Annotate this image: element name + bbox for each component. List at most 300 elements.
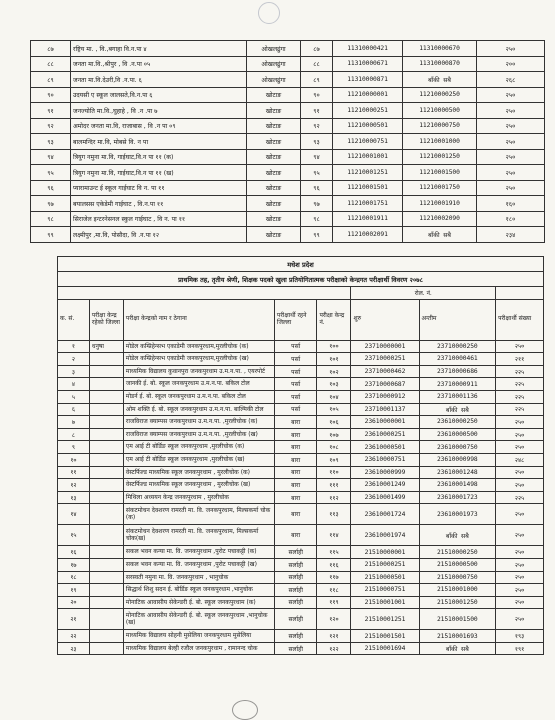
table-row	[31, 87, 545, 103]
cell-roll-to: 23610000998	[419, 453, 496, 466]
table-row	[58, 609, 544, 630]
table-cell: 11310000870	[403, 56, 477, 72]
cell-roll-from: 23610000751	[351, 453, 419, 466]
cell-roll-from: 21510000251	[351, 558, 419, 571]
table-cell: जनता मा.वि.,श्रीपुर , वि .न.पा ०५	[71, 56, 247, 72]
table-cell: खोटाङ	[247, 103, 301, 119]
table-row	[58, 416, 544, 429]
cell-count: २५०	[496, 466, 544, 479]
cell-roll-from: 21510001251	[351, 609, 419, 630]
cell-center-no: ११३	[317, 504, 351, 525]
table-cell: ८७	[301, 41, 333, 57]
table-cell: २००	[477, 56, 545, 72]
table-row	[31, 41, 545, 57]
cell-center-no: १०२	[317, 365, 351, 378]
cell-center-district	[89, 630, 123, 643]
table-cell: खोटाङ	[247, 165, 301, 181]
cell-roll-to: 21510000250	[419, 546, 496, 559]
cell-center-name: वेस्टर्फिल्ड माध्यमिक स्कूल जनकपुरधाम , मुरलीचोक (क)	[123, 466, 274, 479]
cell-center-no: ११६	[317, 558, 351, 571]
seal-emblem-icon	[258, 2, 280, 24]
cell-roll-from: 23710000687	[351, 378, 419, 391]
cell-center-district	[89, 441, 123, 454]
cell-count: २५०	[496, 571, 544, 584]
cell-sn: ४	[58, 378, 90, 391]
table-row	[58, 353, 544, 366]
table-cell: 11210001750	[403, 180, 477, 196]
cell-roll-to: 23710000250	[419, 340, 496, 353]
table-cell: २६८	[477, 72, 545, 88]
cell-count: २५०	[496, 609, 544, 630]
col-header-center-district: परीक्षा केन्द्र रहेको जिल्ला	[89, 299, 123, 340]
cell-center-name: एम आई टी बोर्डिङ स्कूल जनकपुरधाम ,मुरलीचोक (ख)	[123, 453, 274, 466]
cell-center-name: सरस्वती नमुना मा. वि. जनकपुरधाम , भानुचोक	[123, 571, 274, 584]
table-row	[58, 378, 544, 391]
table-cell: खोटाङ	[247, 227, 301, 243]
cell-sn: २०	[58, 596, 90, 609]
cell-count: २५०	[496, 525, 544, 546]
cell-examinee-district: पर्सा	[274, 340, 317, 353]
cell-examinee-district: बारा	[274, 453, 317, 466]
table-cell: ९८	[301, 211, 333, 227]
table-madhesh	[57, 256, 544, 655]
cell-center-name: जानकी ई. बो. स्कूल जनकपुरधाम उ.म.न.पा. बकिल टोल	[123, 378, 274, 391]
table-cell: ८९	[301, 72, 333, 88]
cell-sn: ३	[58, 365, 90, 378]
table-cell: खोटाङ	[247, 134, 301, 150]
cell-count: २५०	[496, 479, 544, 492]
table-row	[31, 118, 545, 134]
cell-examinee-district: बारा	[274, 479, 317, 492]
cell-roll-from: 23610000999	[351, 466, 419, 479]
table-cell: 11310000871	[333, 72, 403, 88]
table-cell: ९४	[301, 149, 333, 165]
cell-center-name: संकटमोचन देवशरण रामरती मा. वि. जनकपुरधाम, मिल्सकर्मा चोक(ख)	[123, 525, 274, 546]
table-cell: जनज्योति मा.वि.,घुहाहे , वि .न .पा ७	[71, 103, 247, 119]
cell-roll-from: 21510000001	[351, 546, 419, 559]
cell-sn: १८	[58, 571, 90, 584]
cell-center-name: संकटमोचन देवशरण रामरती मा. वि. जनकपुरधाम, मिल्सकर्मा चोक (क)	[123, 504, 274, 525]
table-row	[58, 390, 544, 403]
cell-examinee-district: बारा	[274, 428, 317, 441]
table-cell: २५०	[477, 165, 545, 181]
table-cell: २५०	[477, 149, 545, 165]
cell-examinee-district: सर्लाही	[274, 609, 317, 630]
cell-center-name: सकल भवन कन्या मा. वि. जनकपुरधाम ,पुरोट पचाकट्टी (क)	[123, 546, 274, 559]
cell-center-district	[89, 466, 123, 479]
cell-sn: १०	[58, 453, 90, 466]
cell-center-district	[89, 416, 123, 429]
cell-roll-to: 23610001973	[419, 504, 496, 525]
table-cell: बयालसस एकेडेमी गाईघाट , वि.न.पा ११	[71, 196, 247, 212]
table-cell: ९१	[31, 103, 71, 119]
cell-center-no: ११८	[317, 584, 351, 597]
table-row	[31, 211, 545, 227]
cell-sn: १५	[58, 525, 90, 546]
cell-sn: ७	[58, 416, 90, 429]
table-cell: बाँकी सबै	[403, 72, 477, 88]
cell-examinee-district: बारा	[274, 466, 317, 479]
table-cell: त्रियुग नमुना मा.वि, गाईघाट,वि.न पा ११ (क)	[71, 149, 247, 165]
table-cell: ९२	[31, 118, 71, 134]
cell-roll-from: 23710000251	[351, 353, 419, 366]
table-row	[58, 340, 544, 353]
table-cell: ८९	[31, 72, 71, 88]
cell-roll-from: 23610000001	[351, 416, 419, 429]
table-cell: २५०	[477, 134, 545, 150]
col-header-examinee-district: परीक्षार्थी रहने जिल्ला	[274, 299, 317, 340]
table-row	[58, 525, 544, 546]
table-cell: ओखलढुंगा	[247, 41, 301, 57]
cell-roll-from: 23610001249	[351, 479, 419, 492]
cell-center-name: राजविराज क्याम्पस जनकपुरधाम उ.म.न.पा. ,मुरलीचोक (ख)	[123, 428, 274, 441]
cell-roll-from: 21510001001	[351, 596, 419, 609]
cell-sn: ८	[58, 428, 90, 441]
cell-count: २२५	[496, 390, 544, 403]
cell-sn: १४	[58, 504, 90, 525]
table-cell: उदयसी ए स्कूल जालसते,वि.न.पा ६	[71, 87, 247, 103]
cell-roll-from: 23610001499	[351, 491, 419, 504]
cell-sn: २२	[58, 630, 90, 643]
table-cell: ९०	[31, 87, 71, 103]
table-cell: 11210000500	[403, 103, 477, 119]
cell-center-district	[89, 558, 123, 571]
cell-roll-from: 23610001974	[351, 525, 419, 546]
table-row	[58, 596, 544, 609]
cell-sn: १	[58, 340, 90, 353]
table-cell: 11310000671	[333, 56, 403, 72]
table-cell: ९३	[31, 134, 71, 150]
cell-center-district	[89, 525, 123, 546]
cell-center-district	[89, 390, 123, 403]
table-cell: प्यारामाउन्ट ई स्कूल गाईघाट वि न. पा ११	[71, 180, 247, 196]
cell-roll-to: 23710001136	[419, 390, 496, 403]
cell-count: २५०	[496, 441, 544, 454]
table-row	[58, 558, 544, 571]
table-cell: सिराजेल इन्टरनेसनल स्कुल गाईघाट , वि न. पा ११	[71, 211, 247, 227]
table-cell: ८८	[301, 56, 333, 72]
header-spacer	[58, 287, 351, 300]
cell-examinee-district: पर्सा	[274, 353, 317, 366]
table-row	[31, 134, 545, 150]
cell-center-name: मोडेल कम्प्रिहेन्सभ एकाडेमी जनकपुरधाम,मुरलीचोक (ख)	[123, 353, 274, 366]
cell-center-name: मोडर्न ई. बो. स्कूल जनकपुरधाम उ.म.न.पा. बकिल टोल	[123, 390, 274, 403]
cell-sn: १७	[58, 558, 90, 571]
cell-examinee-district: पर्सा	[274, 378, 317, 391]
cell-sn: २१	[58, 609, 90, 630]
table-cell: 11210001500	[403, 165, 477, 181]
cell-roll-to: बाँकी सबै	[419, 642, 496, 655]
cell-sn: ९	[58, 441, 90, 454]
table-cell: लक्ष्मीपुर ,मा.वि, पोसौदा, वि .न.पा १२	[71, 227, 247, 243]
cell-examinee-district: सर्लाही	[274, 546, 317, 559]
table-row	[58, 504, 544, 525]
cell-center-name: मोनाटिक आवासीय सेकेन्डरी ई. बो. स्कूल जनकपुरधाम ,भानुचोक (ख)	[123, 609, 274, 630]
table-cell: 11210001251	[333, 165, 403, 181]
table-row	[58, 491, 544, 504]
cell-center-district	[89, 378, 123, 391]
cell-roll-from: 23710000001	[351, 340, 419, 353]
cell-examinee-district: बारा	[274, 441, 317, 454]
cell-center-district	[89, 571, 123, 584]
cell-center-district	[89, 453, 123, 466]
cell-sn: २	[58, 353, 90, 366]
cell-roll-to: 23610001248	[419, 466, 496, 479]
cell-center-name: मोडेल कम्प्रिहेन्सभ एकाडेमी जनकपुरधाम,मुरलीचोक (क)	[123, 340, 274, 353]
cell-roll-to: 23610001723	[419, 491, 496, 504]
cell-center-district	[89, 609, 123, 630]
cell-roll-from: 21510000751	[351, 584, 419, 597]
table-cell: खोटाङ	[247, 87, 301, 103]
cell-center-district	[89, 642, 123, 655]
table-cell: खोटाङ	[247, 211, 301, 227]
cell-center-district	[89, 365, 123, 378]
cell-count: २२५	[496, 491, 544, 504]
table-cell: अमोदर जनता मा.वि, राजाबास , वि .न पा ०९	[71, 118, 247, 134]
table-cell: ९७	[301, 196, 333, 212]
table-cell: 11210001000	[403, 134, 477, 150]
table-cell: 11310000670	[403, 41, 477, 57]
table-row	[31, 103, 545, 119]
table-row	[58, 546, 544, 559]
cell-center-district	[89, 353, 123, 366]
table-cell: ओखलढुंगा	[247, 72, 301, 88]
table-cell: रष्ट्रिय मा. , वि.,बगाहा वि.न.पा ४	[71, 41, 247, 57]
table-row	[58, 441, 544, 454]
cell-center-no: ११५	[317, 546, 351, 559]
cell-examinee-district: सर्लाही	[274, 642, 317, 655]
table-madhesh-head	[58, 257, 544, 341]
cell-examinee-district: पर्सा	[274, 365, 317, 378]
cell-center-no: ११७	[317, 571, 351, 584]
table-cell: 11210000001	[333, 87, 403, 103]
cell-center-no: १०५	[317, 403, 351, 416]
cell-sn: २३	[58, 642, 90, 655]
cell-count: २५०	[496, 558, 544, 571]
cell-count: २५०	[496, 340, 544, 353]
table-cell: ९५	[301, 165, 333, 181]
table-cell: ओखलढुंगा	[247, 56, 301, 72]
cell-roll-from: 21510001694	[351, 642, 419, 655]
cell-roll-from: 23610000501	[351, 441, 419, 454]
cell-count: २२५	[496, 403, 544, 416]
table-cell: बालमन्दिर मा.वि, मोबसे वि. न पा	[71, 134, 247, 150]
cell-examinee-district: बारा	[274, 416, 317, 429]
government-seal	[238, 0, 298, 34]
cell-center-no: १०९	[317, 453, 351, 466]
cell-center-no: १०४	[317, 390, 351, 403]
cell-examinee-district: पर्सा	[274, 403, 317, 416]
cell-roll-to: 23710000686	[419, 365, 496, 378]
table-cell: २५०	[477, 87, 545, 103]
table-cell: ९९	[301, 227, 333, 243]
cell-sn: १३	[58, 491, 90, 504]
table-subtitle: प्राथमिक तह, तृतीय श्रेणी, शिक्षक पदको खुला प्रतियोगितात्मक परीक्षाको केन्द्रगत परीक्षार्थी विवरण २०७८	[58, 272, 544, 287]
header-spacer-right	[496, 287, 544, 300]
table-row	[58, 466, 544, 479]
cell-sn: १९	[58, 584, 90, 597]
cell-roll-to: 23710000911	[419, 378, 496, 391]
roll-number-header: रोल. नं.	[351, 287, 496, 300]
table-cell: बाँकी सबै	[403, 227, 477, 243]
cell-center-district	[89, 596, 123, 609]
table-madhesh-body	[58, 340, 544, 655]
table-cell: २५०	[477, 41, 545, 57]
table-cell: खोटाङ	[247, 118, 301, 134]
table-cell: १८०	[477, 211, 545, 227]
table-cell: ८८	[31, 56, 71, 72]
cell-roll-from: 23610001724	[351, 504, 419, 525]
page-stamp	[232, 700, 258, 720]
table-cell: २५०	[477, 180, 545, 196]
cell-examinee-district: पर्सा	[274, 390, 317, 403]
table-row	[58, 479, 544, 492]
cell-center-name: माध्यमिक विद्यालय कुवानपुरा जनकपुरधाम उ.म.न.पा. , एयरपोर्ट	[123, 365, 274, 378]
cell-roll-from: 23710001137	[351, 403, 419, 416]
cell-count: २२५	[496, 378, 544, 391]
cell-center-no: १००	[317, 340, 351, 353]
table-cell: २३४	[477, 227, 545, 243]
cell-center-no: ११२	[317, 491, 351, 504]
table-cell: ९६	[31, 180, 71, 196]
cell-center-name: माध्यमिक विद्यालय बेल्ही रजौल जनकपुरधाम , रामानन्द चोक	[123, 642, 274, 655]
cell-center-district	[89, 546, 123, 559]
cell-center-district	[89, 504, 123, 525]
cell-count: २५०	[496, 596, 544, 609]
table-cell: १६०	[477, 196, 545, 212]
cell-center-no: १२२	[317, 642, 351, 655]
cell-center-name: मिथिला अध्ययन केन्द्र जनकपुरधाम , मुरलीचोक	[123, 491, 274, 504]
cell-center-name: एम आई टी बोर्डिङ स्कूल जनकपुरधाम ,मुरलीचोक (क)	[123, 441, 274, 454]
table-row	[58, 453, 544, 466]
cell-examinee-district: बारा	[274, 525, 317, 546]
col-header-center-no: परीक्षा केन्द्र नं.	[317, 299, 351, 340]
cell-roll-to: 21510001000	[419, 584, 496, 597]
cell-center-name: राजविराज क्याम्पस जनकपुरधाम उ.म.न.पा. ,मुरलीचोक (क)	[123, 416, 274, 429]
cell-center-no: ११४	[317, 525, 351, 546]
table-row	[31, 165, 545, 181]
cell-count: २५०	[496, 584, 544, 597]
cell-count: २११	[496, 353, 544, 366]
cell-sn: ११	[58, 466, 90, 479]
table-cell: 11210000750	[403, 118, 477, 134]
cell-sn: ६	[58, 403, 90, 416]
col-header-from: शुरु	[351, 299, 419, 340]
cell-center-name: सिद्धार्थ शिशु सदन ई. बोर्डिङ स्कूल जनकपुरधाम ,भानुचोक	[123, 584, 274, 597]
table-row	[31, 180, 545, 196]
cell-center-no: १०१	[317, 353, 351, 366]
cell-center-no: १११	[317, 479, 351, 492]
cell-center-no: १०६	[317, 416, 351, 429]
cell-count: २२५	[496, 365, 544, 378]
cell-center-district: धनुषा	[89, 340, 123, 353]
cell-roll-to: 23610000250	[419, 416, 496, 429]
table-row	[58, 571, 544, 584]
cell-center-no: ११०	[317, 466, 351, 479]
cell-sn: १२	[58, 479, 90, 492]
cell-count: १९३	[496, 630, 544, 643]
table-cell: 11210001751	[333, 196, 403, 212]
table-row	[58, 365, 544, 378]
table-cell: 11210000501	[333, 118, 403, 134]
cell-center-name: ओम शक्ति ई. बो. स्कूल जनकपुरधाम उ.म.न.पा. बाल्मिकी टोल	[123, 403, 274, 416]
cell-center-name: वेस्टर्फिल्ड माध्यमिक स्कूल जनकपुरधाम , मुरलीचोक (ख)	[123, 479, 274, 492]
cell-examinee-district: बारा	[274, 504, 317, 525]
table-cell: ९८	[31, 211, 71, 227]
cell-center-no: १२१	[317, 630, 351, 643]
cell-center-name: सकल भवन कन्या मा. वि. जनकपुरधाम ,पुरोट पचाकट्टी (ख)	[123, 558, 274, 571]
cell-roll-from: 23610000251	[351, 428, 419, 441]
table-cell: ९४	[31, 149, 71, 165]
cell-count: २५०	[496, 416, 544, 429]
cell-roll-to: 23710000461	[419, 353, 496, 366]
cell-center-district	[89, 479, 123, 492]
cell-examinee-district: सर्लाही	[274, 558, 317, 571]
table-row	[58, 642, 544, 655]
table-cell: ९६	[301, 180, 333, 196]
table-cell: ८७	[31, 41, 71, 57]
table-cell: ९०	[301, 87, 333, 103]
cell-center-district	[89, 491, 123, 504]
table-cell: 11210001910	[403, 196, 477, 212]
cell-roll-to: 21510000500	[419, 558, 496, 571]
cell-sn: १६	[58, 546, 90, 559]
cell-examinee-district: बारा	[274, 491, 317, 504]
table-cell: खोटाङ	[247, 180, 301, 196]
cell-examinee-district: सर्लाही	[274, 630, 317, 643]
table-cell: 11210001501	[333, 180, 403, 196]
table-continued-body	[31, 41, 545, 243]
table-cell: ९५	[31, 165, 71, 181]
cell-roll-to: बाँकी सबै	[419, 403, 496, 416]
col-header-to: अन्तीम	[419, 299, 496, 340]
cell-roll-from: 23710000462	[351, 365, 419, 378]
cell-count: १९१	[496, 642, 544, 655]
table-row	[58, 630, 544, 643]
table-cell: 11210000250	[403, 87, 477, 103]
table-cell: खोटाङ	[247, 196, 301, 212]
cell-roll-to: 23610000750	[419, 441, 496, 454]
cell-center-district	[89, 428, 123, 441]
table-cell: खोटाङ	[247, 149, 301, 165]
cell-roll-to: 21510001693	[419, 630, 496, 643]
cell-roll-to: 21510001500	[419, 609, 496, 630]
cell-roll-to: बाँकी सबै	[419, 525, 496, 546]
table-cell: 11310000421	[333, 41, 403, 57]
table-cell: 11210002090	[403, 211, 477, 227]
table-row	[31, 196, 545, 212]
table-cell: 11210000751	[333, 134, 403, 150]
cell-roll-to: 23610000500	[419, 428, 496, 441]
table-cell: 11210000251	[333, 103, 403, 119]
cell-center-no: १२०	[317, 609, 351, 630]
table-cell: ९९	[31, 227, 71, 243]
table-cell: त्रियुग नमुना मा.वि, गाईघाट,वि.न पा ११ (ख)	[71, 165, 247, 181]
table-row	[31, 56, 545, 72]
table-row	[31, 72, 545, 88]
table-row	[58, 584, 544, 597]
table-cell: २५०	[477, 118, 545, 134]
cell-count: २५०	[496, 546, 544, 559]
cell-center-district	[89, 584, 123, 597]
cell-roll-to: 23610001498	[419, 479, 496, 492]
col-header-sn: क. सं.	[58, 299, 90, 340]
table-cell: ९७	[31, 196, 71, 212]
cell-count: २५०	[496, 504, 544, 525]
cell-roll-from: 21510001501	[351, 630, 419, 643]
cell-center-no: १०३	[317, 378, 351, 391]
cell-center-no: १०७	[317, 428, 351, 441]
